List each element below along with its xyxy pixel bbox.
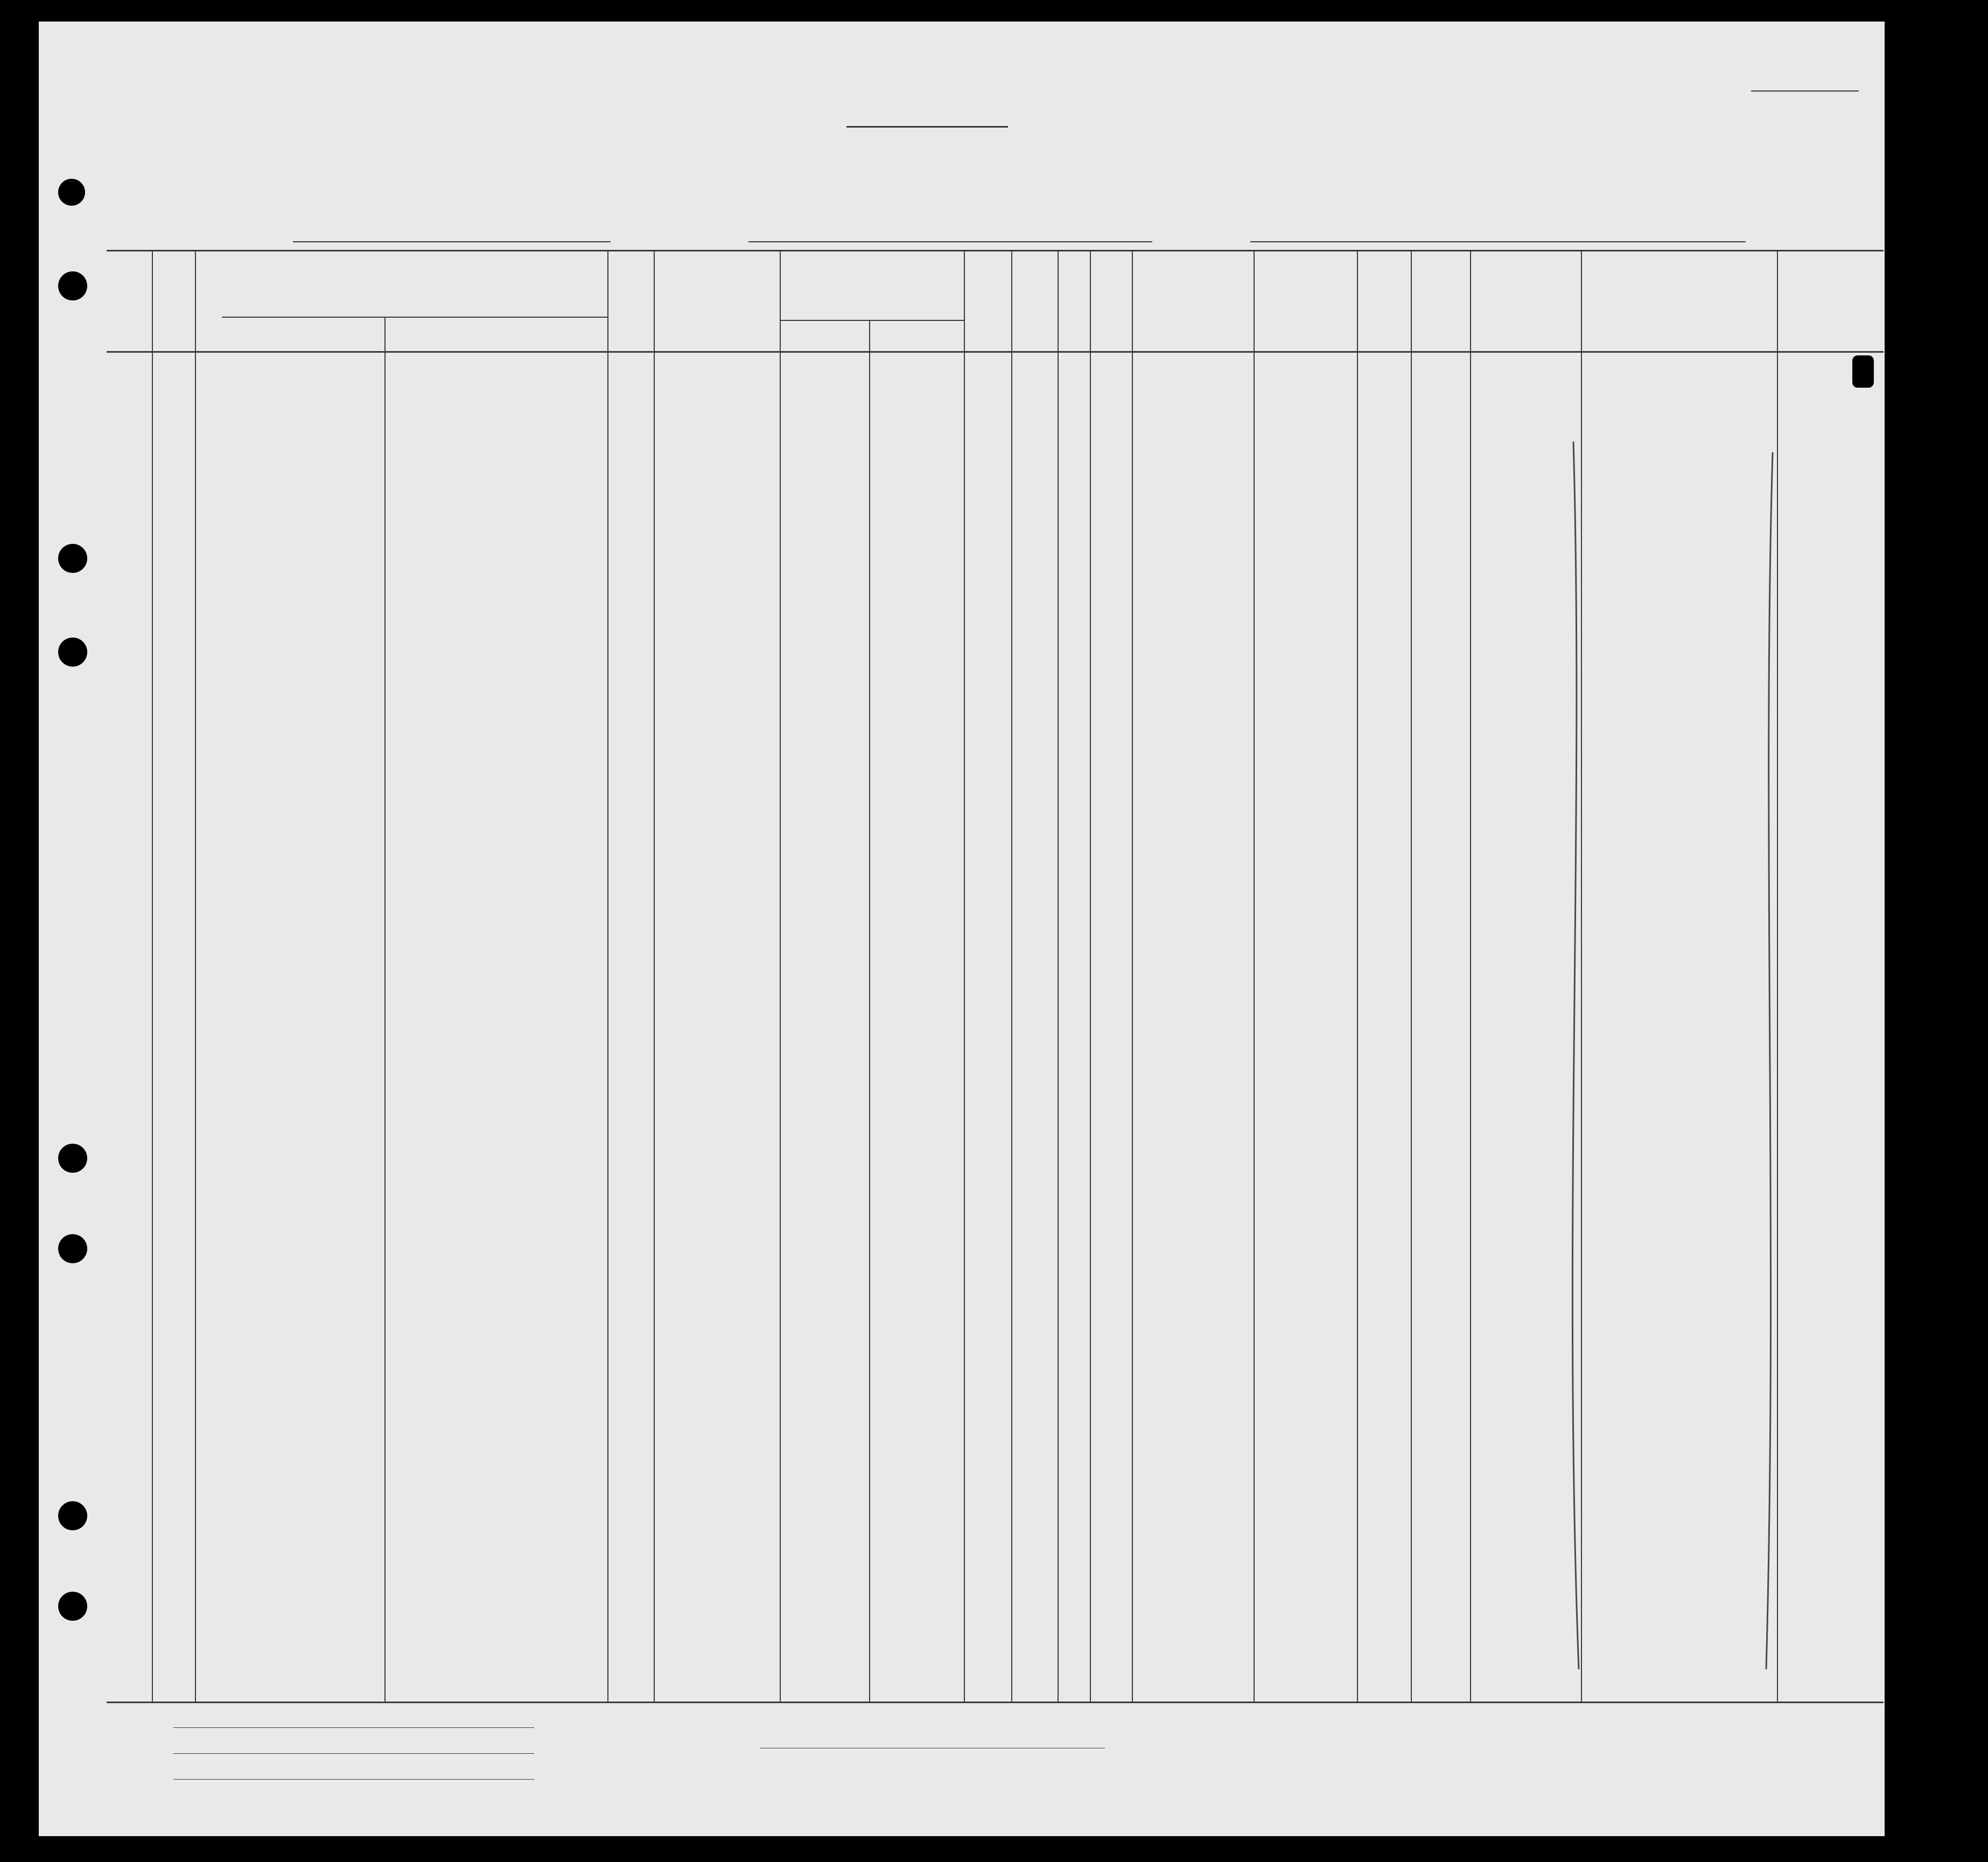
col-sep-12 xyxy=(1357,250,1358,1703)
col-sep-name xyxy=(384,317,386,1703)
owners-field xyxy=(173,1753,534,1754)
binder-hole-2 xyxy=(58,544,87,573)
name-subheader-line xyxy=(222,317,607,318)
binder-hole-5 xyxy=(58,1234,87,1263)
col-sep-6 xyxy=(964,250,965,1703)
binder-hole-6 xyxy=(58,1501,87,1530)
col-sep-5 xyxy=(780,250,781,1703)
title-underline xyxy=(846,126,1008,128)
agents-field xyxy=(173,1779,534,1780)
col-sep-8 xyxy=(1058,250,1059,1703)
col-sep-4 xyxy=(654,250,655,1703)
binder-hole-top xyxy=(58,179,85,206)
port-line xyxy=(748,241,1152,242)
col-sep-10 xyxy=(1132,250,1133,1703)
col-sep-7 xyxy=(1011,250,1012,1703)
table-header-border xyxy=(107,351,1884,353)
table-bottom-border xyxy=(107,1702,1884,1703)
col-sep-3 xyxy=(607,250,608,1703)
manifest-sheet xyxy=(39,22,1885,1836)
vessel-line xyxy=(293,241,611,242)
binder-hole-1 xyxy=(58,271,87,300)
col-sep-6a xyxy=(869,320,870,1703)
binder-hole-4 xyxy=(58,1144,87,1173)
table-top-border xyxy=(107,250,1884,251)
ditto-pen-lines xyxy=(1541,442,1789,1680)
col-sep-9 xyxy=(1090,250,1091,1703)
arrival-line xyxy=(1250,241,1746,242)
col-sep-14 xyxy=(1470,250,1471,1703)
margin-clip xyxy=(1852,355,1874,388)
col-sep-11 xyxy=(1254,250,1255,1703)
col-sep-2 xyxy=(195,250,196,1703)
line-field xyxy=(173,1727,534,1728)
binder-hole-3 xyxy=(58,638,87,667)
binder-hole-7 xyxy=(58,1592,87,1621)
sheet-line xyxy=(1751,90,1859,92)
col-sep-1 xyxy=(152,250,153,1703)
shipped-subheader-line xyxy=(780,320,964,321)
col-sep-13 xyxy=(1411,250,1412,1703)
